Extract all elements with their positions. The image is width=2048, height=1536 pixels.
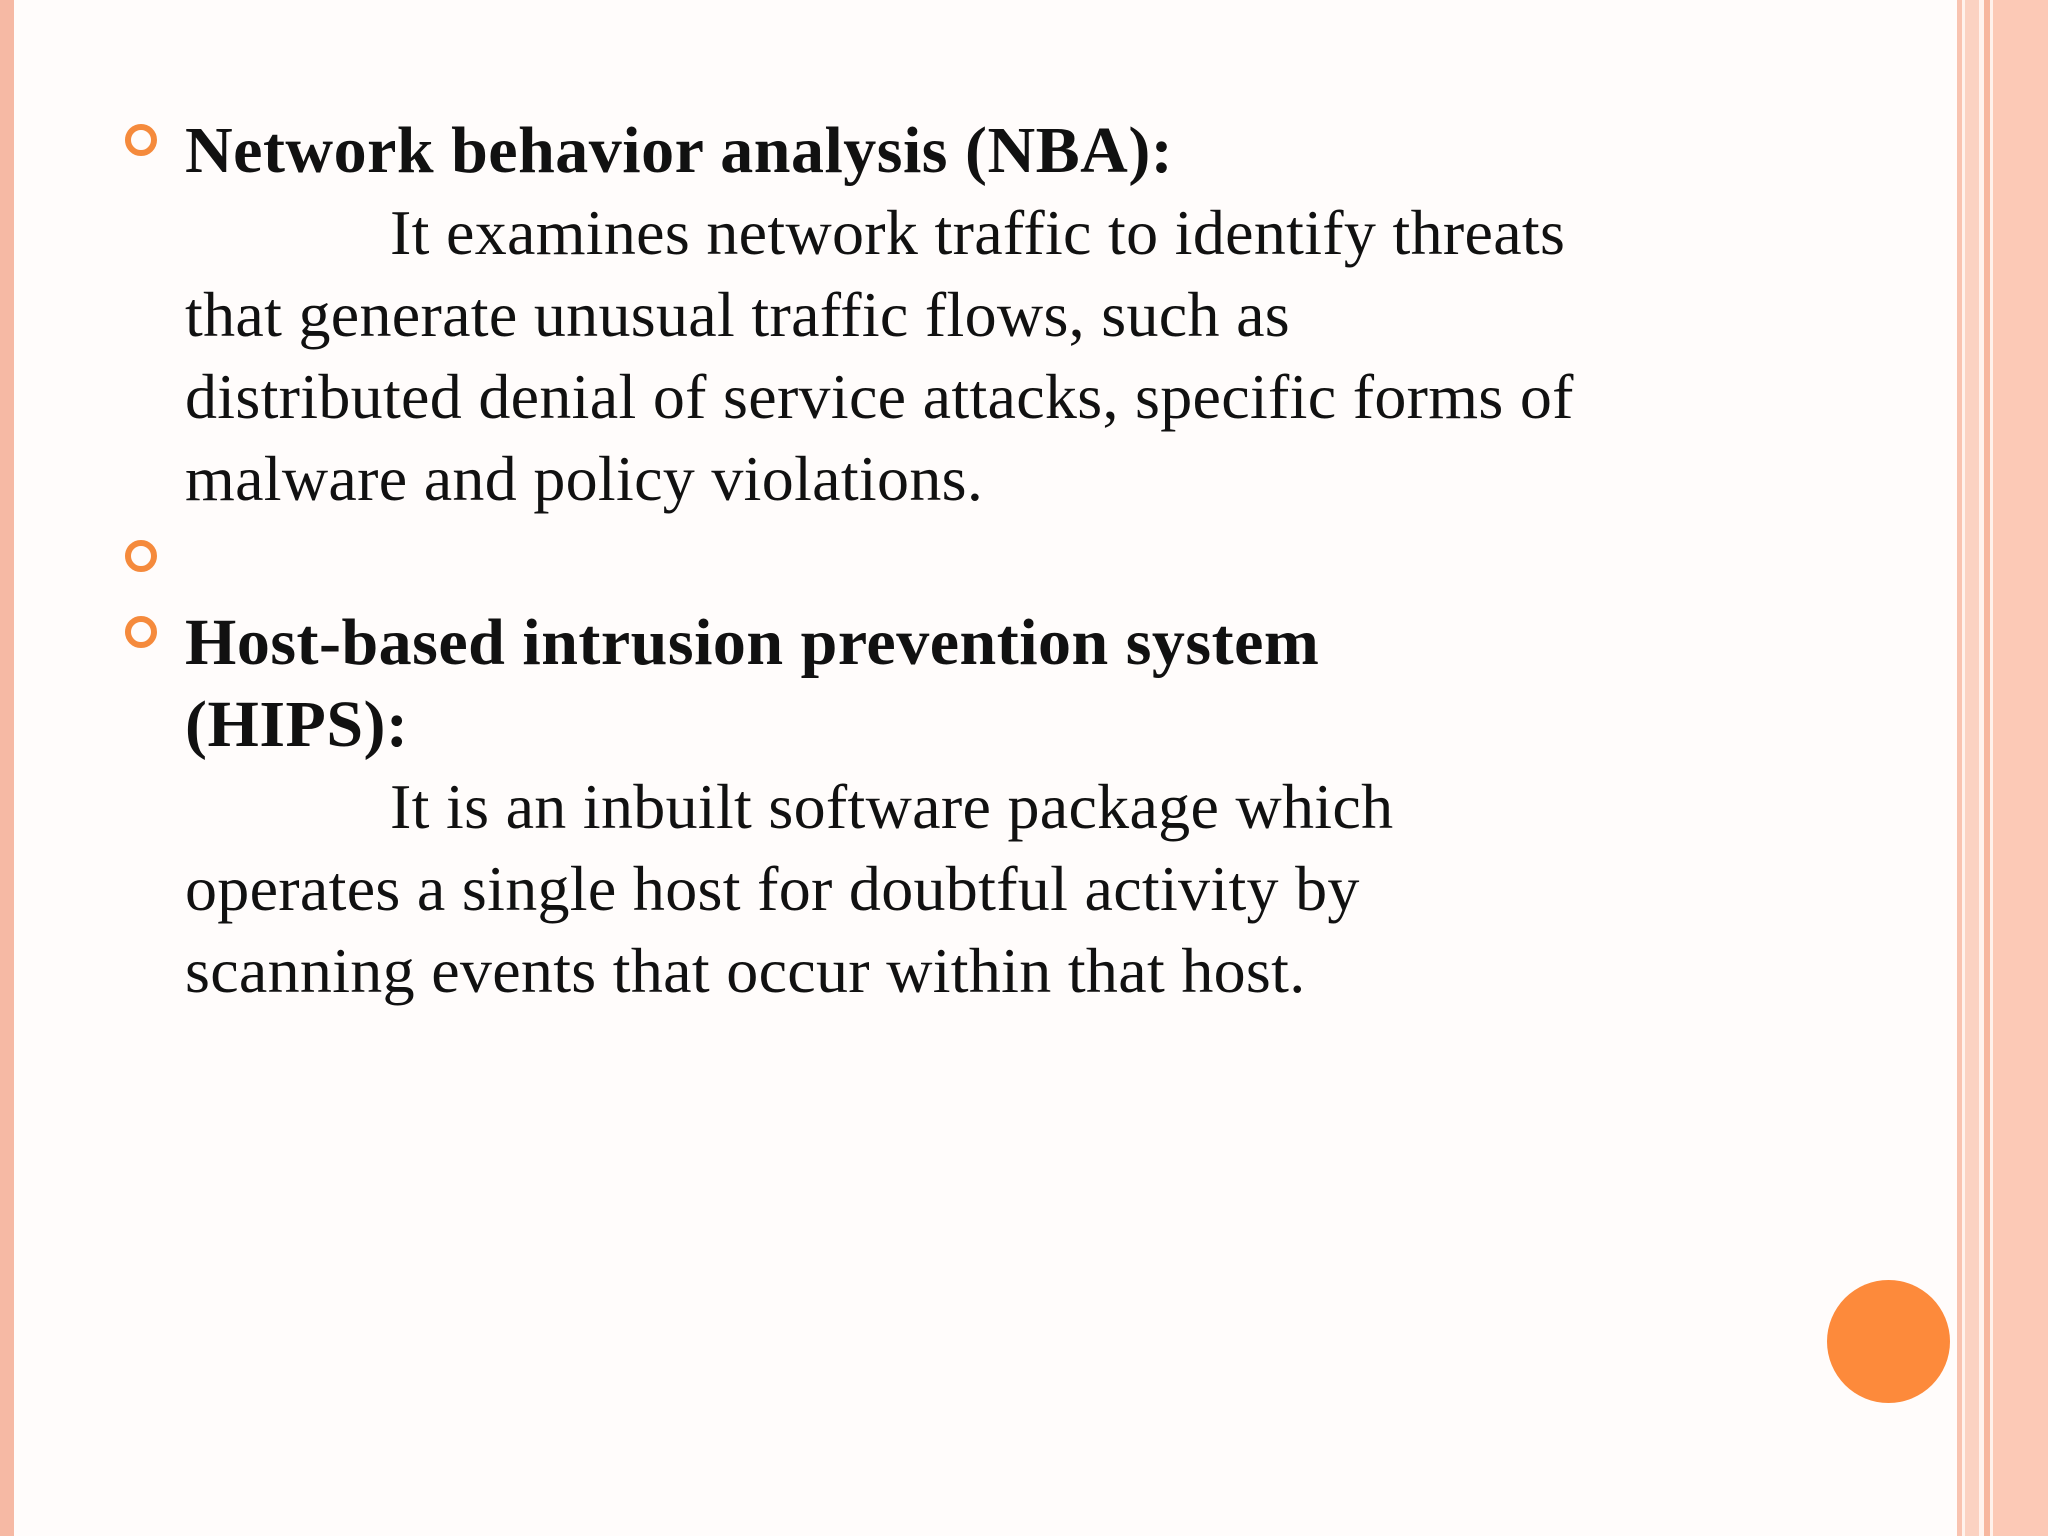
slide-content: [125, 110, 1885, 1012]
bullet-body-line: scanning events that occur within that host.: [185, 935, 1306, 1006]
right-border-stripe: [1993, 0, 2048, 1536]
bullet-body-line: It is an inbuilt software package which: [390, 771, 1394, 842]
bullet-heading-line: Host-based intrusion prevention system: [185, 606, 1320, 679]
bullet-item-nba: [125, 110, 1885, 520]
bullet-item-hips: [125, 602, 1885, 1012]
bullet-body-line: distributed denial of service attacks, specific forms of: [185, 361, 1574, 432]
bullet-body-line: malware and policy violations.: [185, 443, 984, 514]
bullet-body: [185, 766, 1885, 1012]
circle-bullet-icon: [125, 616, 157, 648]
bullet-body-line: that generate unusual traffic flows, such as: [185, 279, 1290, 350]
bullet-heading-line: (HIPS):: [185, 688, 409, 761]
left-border-stripe: [0, 0, 14, 1536]
circle-bullet-icon: [125, 124, 157, 156]
decorative-orange-circle: [1827, 1280, 1950, 1403]
bullet-body-line: It examines network traffic to identify threats: [390, 197, 1566, 268]
circle-bullet-icon: [125, 540, 157, 572]
right-border-stripe: [1965, 0, 1979, 1536]
bullet-heading: Network behavior analysis (NBA):: [185, 114, 1174, 187]
bullet-item-empty: [125, 520, 1885, 602]
bullet-body: [185, 192, 1885, 520]
bullet-body-line: operates a single host for doubtful activity by: [185, 853, 1360, 924]
bullet-heading: [185, 602, 1885, 766]
